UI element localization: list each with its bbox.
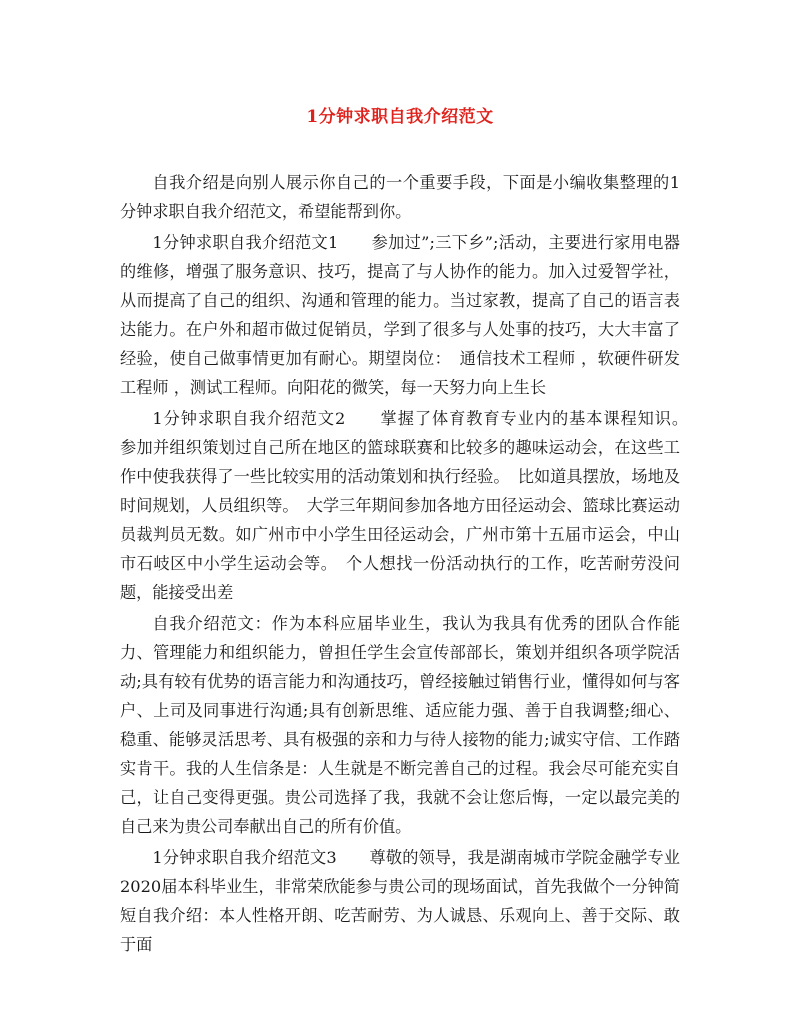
paragraph-sample-1: 1分钟求职自我介绍范文1 参加过”;三下乡”;活动，主要进行家用电器的维修，增强了服务意识、技巧，提高了与人协作的能力。加入过爱智学社，从而提高了自己的组织、沟通和管理的能力。当过家教，提高了自己的语言表达能力。在户外和超市做过促销员，学到了很多与人处事的技巧，大大丰富了经验，使自己做事情更加有耐心。期望岗位： 通信技术工程师 ，软硬件研发工程师 ，测试工程师。向阳花的微笑，每一天努力向上生长 <box>120 233 680 397</box>
paragraph-sample-3: 1分钟求职自我介绍范文3 尊敬的领导，我是湖南城市学院金融学专业2020届本科毕业生，非常荣欣能参与贵公司的现场面试，首先我做个一分钟简短自我介绍：本人性格开朗、吃苦耐劳、为人诚恳、乐观向上、善于交际、敢于面 <box>120 848 680 954</box>
paragraph-sample-2: 1分钟求职自我介绍范文2 掌握了体育教育专业内的基本课程知识。 参加并组织策划过自己所在地区的篮球联赛和比较多的趣味运动会，在这些工作中使我获得了一些比较实用的活动策划和执行经验。 比如道具摆放，场地及时间规划，人员组织等。 大学三年期间参加各地方田径运动会、篮球比赛运动员裁判员无数。如广州市中小学生田径运动会，广州市第十五届市运会，中山市石岐区中小学生运动会等。 个人想找一份活动执行的工作，吃苦耐劳没问题，能接受出差 <box>120 409 697 602</box>
document-body <box>120 168 697 961</box>
paragraph-intro: 自我介绍是向别人展示你自己的一个重要手段，下面是小编收集整理的1分钟求职自我介绍范文，希望能帮到你。 <box>120 173 680 221</box>
paragraph-self-intro: 自我介绍范文：作为本科应届毕业生，我认为我具有优秀的团队合作能力、管理能力和组织能力，曾担任学生会宣传部部长，策划并组织各项学院活动;具有较有优势的语言能力和沟通技巧，曾经接触过销售行业，懂得如何与客户、上司及同事进行沟通;具有创新思维、适应能力强、善于自我调整;细心、稳重、能够灵活思考、具有极强的亲和力与待人接物的能力;诚实守信、工作踏实肯干。我的人生信条是：人生就是不断完善自己的过程。我会尽可能充实自己，让自己变得更强。贵公司选择了我，我就不会让您后悔，一定以最完美的自己来为贵公司奉献出自己的所有价值。 <box>120 614 680 836</box>
document-title: 1分钟求职自我介绍范文 <box>306 107 494 127</box>
